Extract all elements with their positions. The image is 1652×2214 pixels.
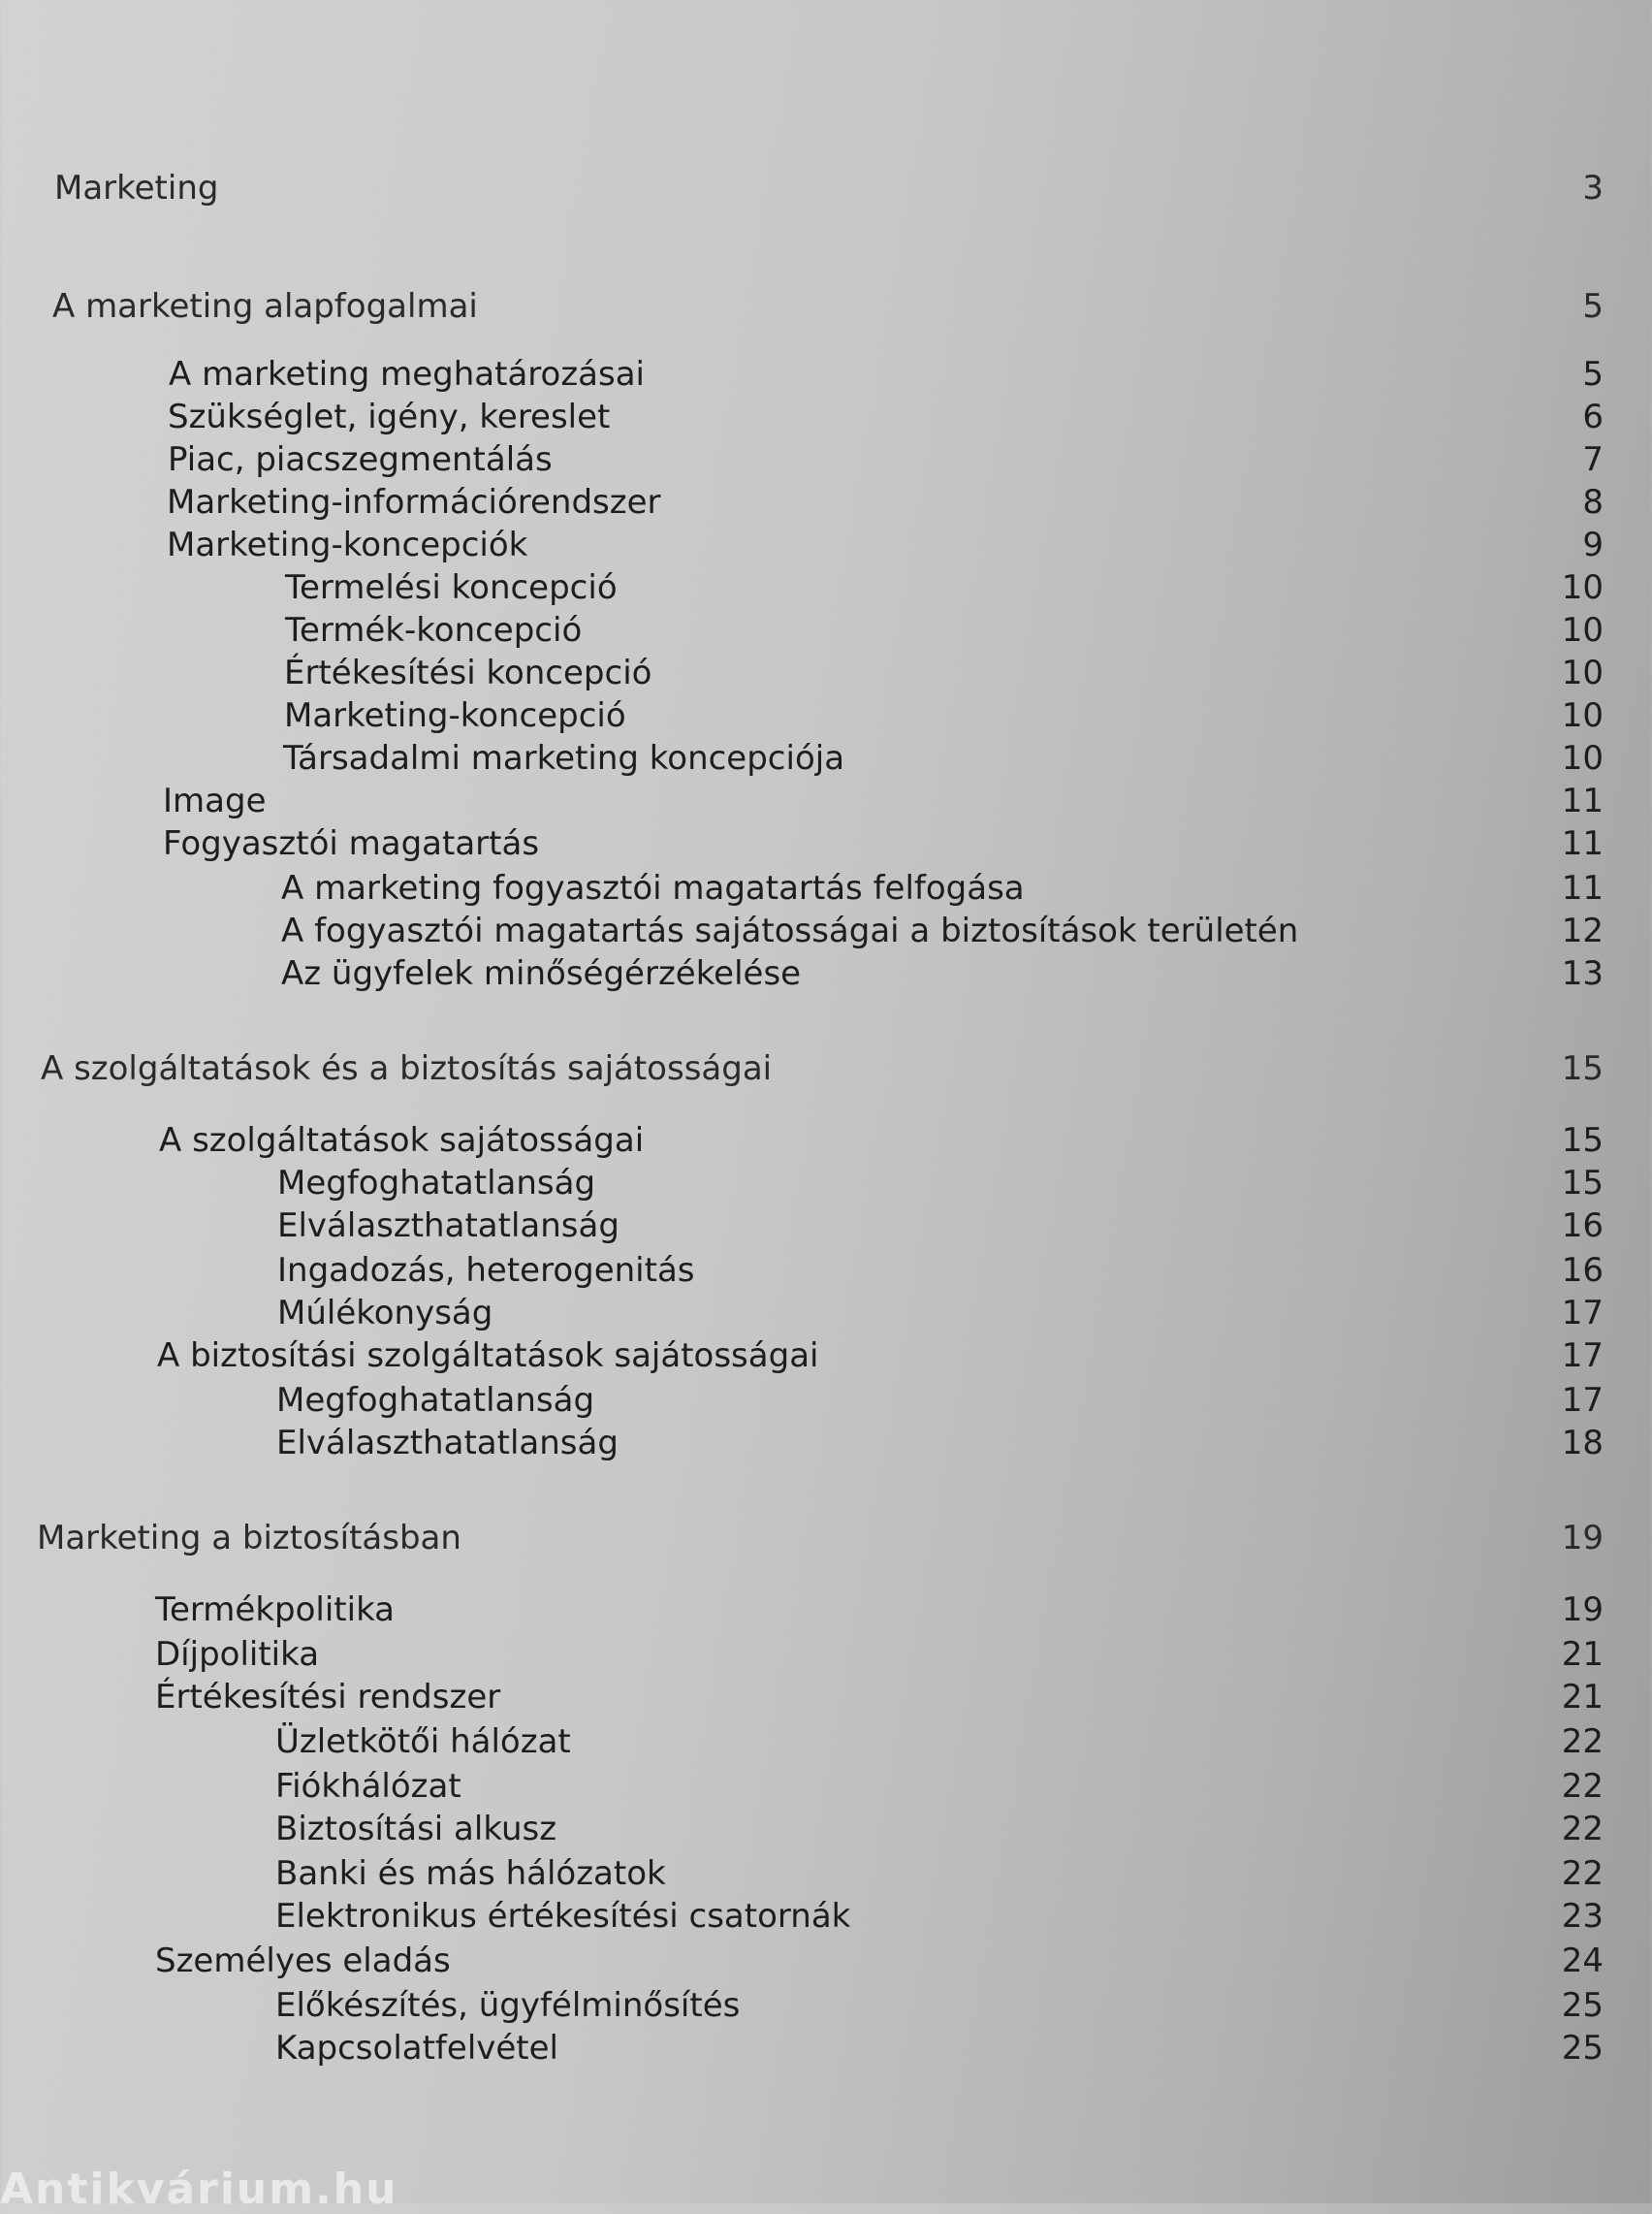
toc-entry-page: 10	[1561, 739, 1604, 778]
toc-section	[0, 1633, 1652, 1676]
toc-subsection	[0, 1720, 1652, 1763]
toc-entry-page: 5	[1582, 355, 1604, 394]
toc-subsection	[0, 910, 1652, 952]
toc-section	[0, 481, 1652, 524]
toc-entry-title: A szolgáltatások és a biztosítás sajátosságai	[41, 1049, 773, 1088]
toc-entry-title: A szolgáltatások sajátosságai	[159, 1121, 645, 1160]
toc-entry-title: Elektronikus értékesítési csatornák	[275, 1897, 851, 1936]
toc-entry-title: Kapcsolatfelvétel	[275, 2029, 559, 2068]
toc-subsection	[0, 1162, 1652, 1204]
toc-subsection	[0, 1808, 1652, 1850]
toc-chapter	[0, 1047, 1652, 1090]
toc-entry-title: Termék-koncepció	[285, 611, 583, 650]
watermark: Antikvárium.hu	[0, 2165, 398, 2214]
toc-subsection	[0, 652, 1652, 694]
toc-entry-page: 25	[1561, 2029, 1604, 2068]
toc-entry-page: 8	[1582, 483, 1604, 522]
toc-entry-title: Fiókhálózat	[275, 1767, 461, 1806]
toc-entry-page: 19	[1561, 1519, 1604, 1557]
toc-entry-page: 17	[1561, 1381, 1604, 1420]
toc-entry-title: Banki és más hálózatok	[275, 1854, 666, 1893]
toc-section	[0, 353, 1652, 396]
toc-subsection	[0, 1984, 1652, 2027]
toc-entry-page: 11	[1561, 824, 1604, 863]
toc-entry-title: Az ügyfelek minőségérzékelése	[281, 954, 802, 993]
toc-section	[0, 822, 1652, 865]
toc-subsection	[0, 952, 1652, 995]
toc-entry-title: Elválaszthatatlanság	[276, 1424, 619, 1462]
toc-chapter	[0, 167, 1652, 209]
toc-subsection	[0, 1422, 1652, 1464]
toc-entry-page: 7	[1582, 440, 1604, 479]
toc-section	[0, 780, 1652, 822]
toc-section	[0, 396, 1652, 438]
toc-entry-page: 15	[1561, 1049, 1604, 1088]
toc-entry-title: A marketing meghatározásai	[169, 355, 645, 394]
toc-entry-title: Marketing-információrendszer	[167, 483, 661, 522]
toc-entry-page: 22	[1561, 1722, 1604, 1761]
toc-entry-page: 16	[1561, 1251, 1604, 1290]
toc-subsection	[0, 1379, 1652, 1422]
toc-entry-page: 15	[1561, 1121, 1604, 1160]
toc-subsection	[0, 2027, 1652, 2070]
toc-entry-page: 11	[1561, 869, 1604, 908]
toc-section	[0, 1676, 1652, 1718]
toc-chapter	[0, 285, 1652, 328]
toc-entry-page: 16	[1561, 1206, 1604, 1245]
toc-subsection	[0, 1204, 1652, 1247]
toc-entry-page: 22	[1561, 1767, 1604, 1806]
toc-entry-page: 6	[1582, 398, 1604, 436]
toc-entry-page: 15	[1561, 1164, 1604, 1203]
toc-entry-title: Előkészítés, ügyfélminősítés	[275, 1986, 741, 2025]
toc-section	[0, 1334, 1652, 1377]
toc-entry-title: Értékesítési rendszer	[155, 1678, 501, 1717]
toc-entry-page: 10	[1561, 568, 1604, 607]
toc-entry-page: 17	[1561, 1294, 1604, 1332]
toc-entry-title: A marketing fogyasztói magatartás felfogása	[281, 869, 1025, 908]
toc-entry-page: 23	[1561, 1897, 1604, 1936]
toc-entry-title: Társadalmi marketing koncepciója	[283, 739, 845, 778]
toc-entry-title: Üzletkötői hálózat	[275, 1722, 571, 1761]
toc-section	[0, 524, 1652, 566]
toc-entry-title: A biztosítási szolgáltatások sajátosságai	[157, 1336, 819, 1375]
toc-entry-title: Image	[163, 782, 267, 820]
toc-entry-title: Marketing-koncepciók	[167, 526, 528, 564]
toc-subsection	[0, 1765, 1652, 1808]
toc-entry-title: Marketing-koncepció	[284, 696, 626, 735]
toc-entry-title: Piac, piacszegmentálás	[168, 440, 553, 479]
toc-entry-page: 5	[1582, 287, 1604, 326]
toc-entry-title: Biztosítási alkusz	[275, 1810, 557, 1848]
toc-entry-page: 19	[1561, 1590, 1604, 1629]
toc-entry-title: Marketing	[54, 169, 219, 208]
toc-subsection	[0, 1895, 1652, 1938]
toc-subsection	[0, 1249, 1652, 1292]
toc-subsection	[0, 867, 1652, 910]
toc-subsection	[0, 737, 1652, 780]
toc-entry-page: 22	[1561, 1810, 1604, 1848]
toc-entry-page: 3	[1582, 169, 1604, 208]
toc-subsection	[0, 694, 1652, 737]
toc-entry-title: Ingadozás, heterogenitás	[277, 1251, 695, 1290]
toc-entry-title: Személyes eladás	[155, 1941, 451, 1980]
toc-section	[0, 1119, 1652, 1162]
toc-entry-page: 9	[1582, 526, 1604, 564]
toc-entry-page: 21	[1561, 1678, 1604, 1717]
toc-section	[0, 438, 1652, 481]
toc-entry-page: 10	[1561, 696, 1604, 735]
toc-entry-page: 11	[1561, 782, 1604, 820]
toc-entry-title: A fogyasztói magatartás sajátosságai a biztosítások területén	[281, 912, 1299, 950]
toc-entry-title: Termelési koncepció	[285, 568, 618, 607]
toc-subsection	[0, 566, 1652, 609]
toc-entry-page: 13	[1561, 954, 1604, 993]
toc-subsection	[0, 609, 1652, 652]
toc-entry-page: 21	[1561, 1635, 1604, 1674]
toc-subsection	[0, 1852, 1652, 1895]
toc-entry-page: 18	[1561, 1424, 1604, 1462]
toc-entry-page: 17	[1561, 1336, 1604, 1375]
toc-section	[0, 1940, 1652, 1982]
toc-chapter	[0, 1517, 1652, 1559]
toc-entry-page: 24	[1561, 1941, 1604, 1980]
toc-subsection	[0, 1292, 1652, 1334]
toc-entry-title: A marketing alapfogalmai	[52, 287, 478, 326]
toc-entry-page: 22	[1561, 1854, 1604, 1893]
toc-entry-page: 10	[1561, 654, 1604, 692]
toc-section	[0, 1588, 1652, 1631]
toc-entry-title: Megfoghatatlanság	[277, 1164, 596, 1203]
toc-entry-title: Elválaszthatatlanság	[277, 1206, 620, 1245]
toc-entry-title: Megfoghatatlanság	[276, 1381, 595, 1420]
toc-entry-title: Fogyasztói magatartás	[163, 824, 540, 863]
toc-entry-page: 10	[1561, 611, 1604, 650]
toc-entry-title: Termékpolitika	[155, 1590, 395, 1629]
toc-entry-page: 25	[1561, 1986, 1604, 2025]
toc-entry-title: Szükséglet, igény, kereslet	[168, 398, 611, 436]
toc-entry-title: Értékesítési koncepció	[284, 654, 652, 692]
toc-entry-title: Marketing a biztosításban	[37, 1519, 461, 1557]
toc-entry-title: Múlékonyság	[277, 1294, 493, 1332]
toc-entry-page: 12	[1561, 912, 1604, 950]
toc-entry-title: Díjpolitika	[155, 1635, 320, 1674]
